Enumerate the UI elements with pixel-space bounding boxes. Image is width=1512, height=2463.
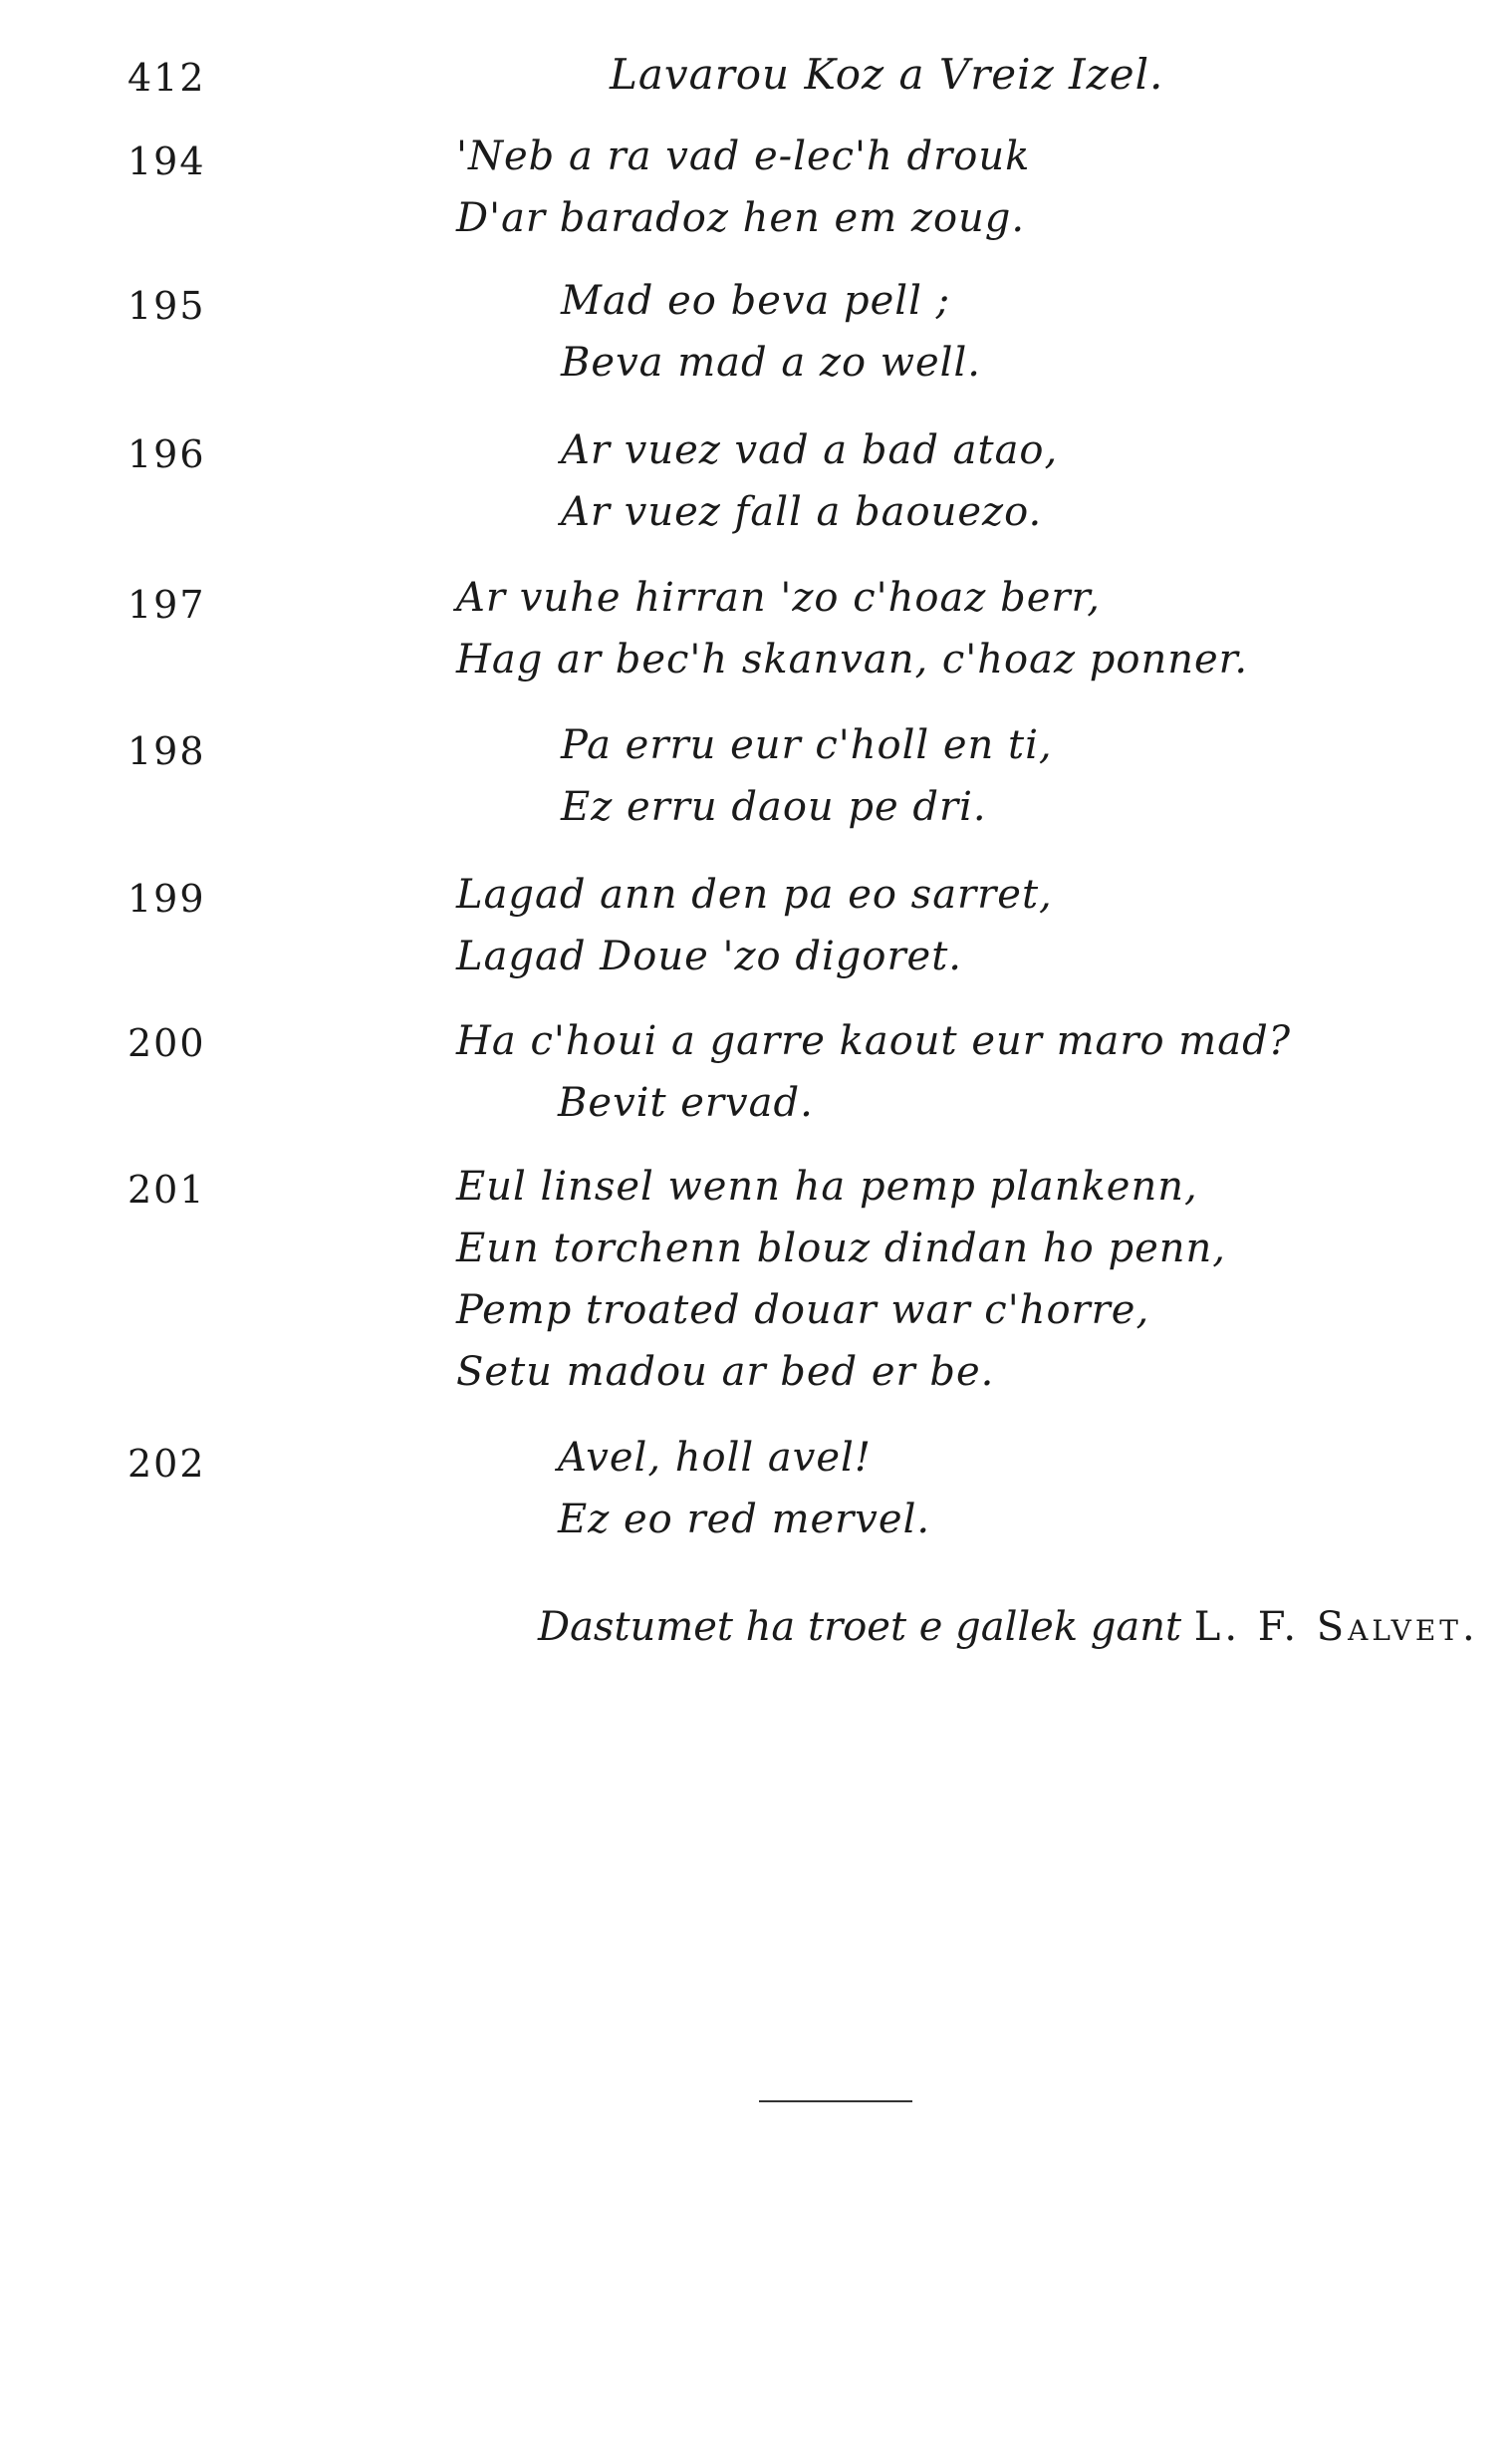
- verse-line: Eul linsel wenn ha pemp plankenn,: [456, 1164, 1198, 1210]
- proverb-verse: [561, 270, 981, 394]
- page-number: 412: [127, 56, 206, 100]
- verse-line: 'Neb a ra vad e-lec'h drouk: [456, 134, 1031, 179]
- verse-line: Eun torchenn blouz dindan ho penn,: [456, 1226, 1226, 1271]
- verse-line: Beva mad a zo well.: [561, 340, 981, 386]
- verse-line: Ar vuez vad a bad atao,: [561, 427, 1059, 473]
- proverb-number: 202: [127, 1442, 206, 1486]
- proverb-verse: [456, 1156, 1226, 1403]
- end-rule: [759, 2100, 912, 2102]
- verse-line: Ar vuez fall a baouezo.: [561, 489, 1043, 535]
- verse-line: Avel, holl avel!: [558, 1435, 872, 1481]
- verse-line: Hag ar bec'h skanvan, c'hoaz ponner.: [456, 637, 1249, 683]
- verse-line: Lagad ann den pa eo sarret,: [456, 872, 1053, 918]
- verse-line: Ez eo red mervel.: [558, 1497, 931, 1542]
- proverb-verse: [456, 1010, 1291, 1134]
- proverb-number: 196: [127, 432, 206, 476]
- proverb-verse: [456, 567, 1248, 690]
- verse-line: Pemp troated douar war c'horre,: [456, 1287, 1150, 1333]
- proverb-verse: [456, 864, 1053, 987]
- verse-line: Bevit ervad.: [558, 1080, 814, 1126]
- verse-line: D'ar baradoz hen em zoug.: [456, 195, 1026, 241]
- proverb-verse: [558, 1427, 930, 1550]
- proverb-number: 195: [127, 284, 206, 328]
- proverb-number: 194: [127, 139, 206, 183]
- verse-line: Mad eo beva pell ;: [561, 278, 951, 324]
- proverb-number: 199: [127, 877, 206, 921]
- proverb-verse: [456, 126, 1030, 249]
- verse-line: Ha c'houi a garre kaout eur maro mad?: [456, 1018, 1292, 1064]
- proverb-number: 197: [127, 583, 206, 627]
- verse-line: Ez erru daou pe dri.: [561, 784, 987, 830]
- proverb-verse: [561, 714, 1053, 838]
- proverb-number: 201: [127, 1168, 206, 1212]
- signature: [538, 1604, 1479, 1650]
- verse-line: Pa erru eur c'holl en ti,: [561, 722, 1053, 768]
- proverb-number: 198: [127, 729, 206, 773]
- running-title: Lavarou Koz a Vreiz Izel.: [610, 50, 1164, 99]
- signature-author: L. F. Salvet.: [1193, 1604, 1479, 1650]
- verse-line: Setu madou ar bed er be.: [456, 1349, 995, 1395]
- proverb-number: 200: [127, 1021, 206, 1065]
- proverb-verse: [561, 419, 1058, 543]
- verse-line: Lagad Doue 'zo digoret.: [456, 934, 963, 979]
- verse-line: Ar vuhe hirran 'zo c'hoaz berr,: [456, 575, 1101, 621]
- signature-text: Dastumet ha troet e gallek gant: [538, 1604, 1182, 1650]
